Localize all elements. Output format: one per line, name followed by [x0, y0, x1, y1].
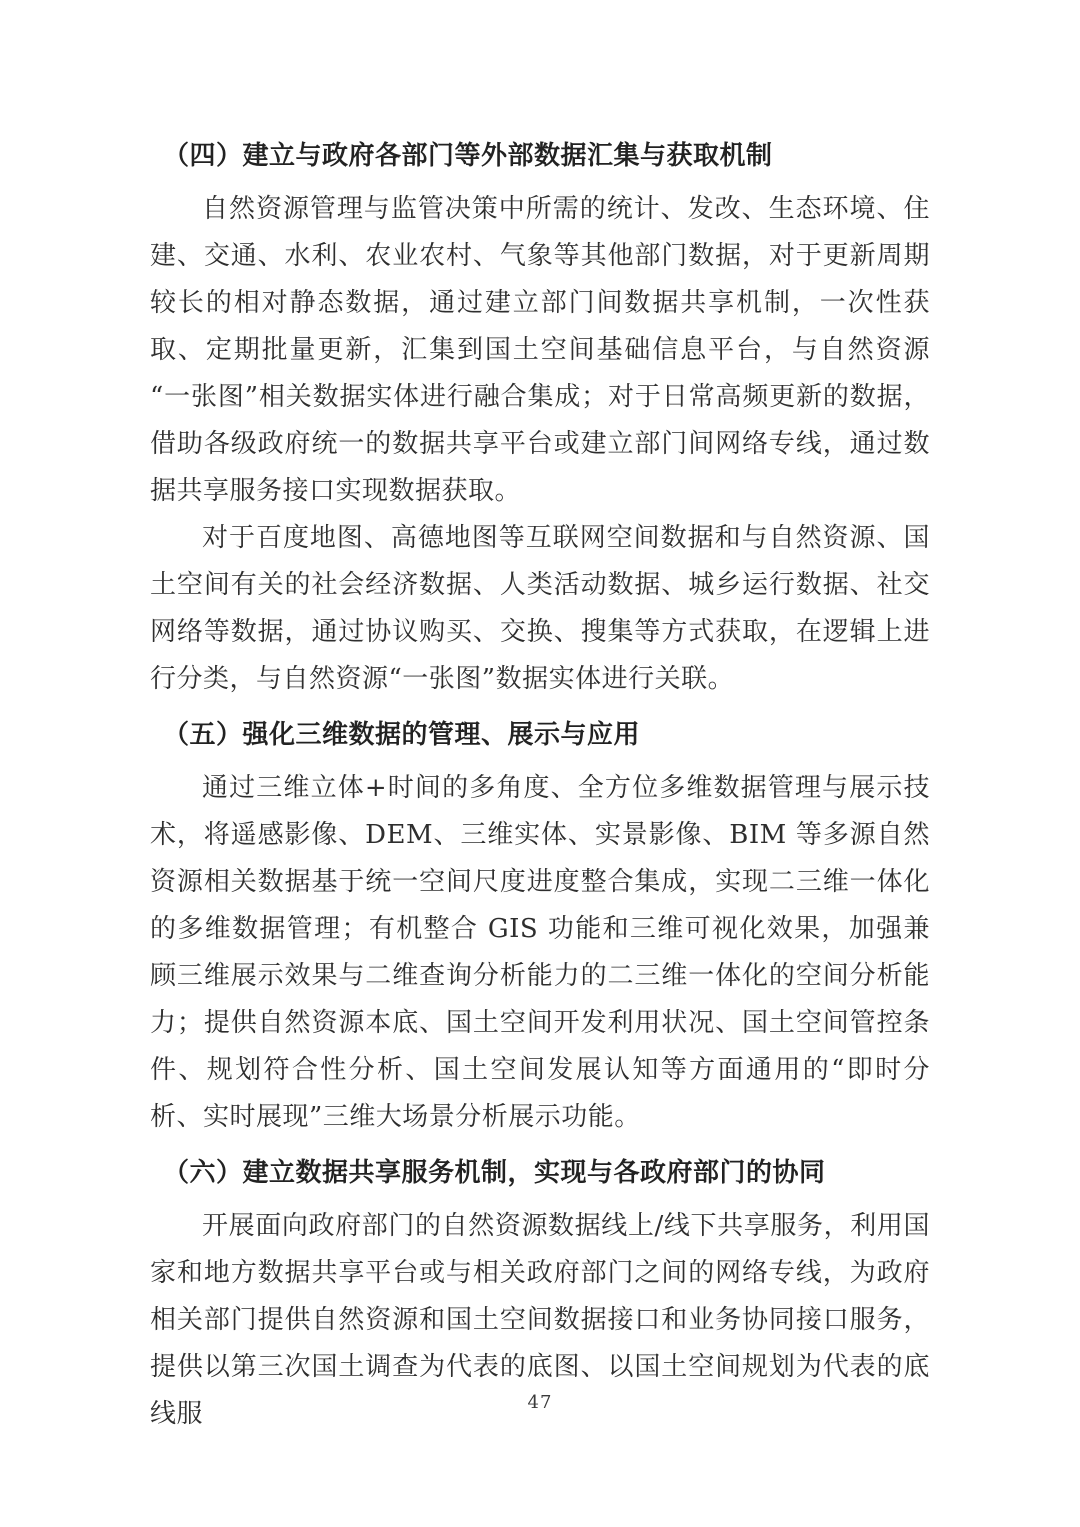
section-4-heading: （四）建立与政府各部门等外部数据汇集与获取机制 — [163, 141, 773, 171]
section-5-paragraph-1: 通过三维立体+时间的多角度、全方位多维数据管理与展示技术，将遥感影像、DEM、三维实体、实景影像、BIM 等多源自然资源相关数据基于统一空间尺度进度整合集成，实现二三维一体化的多维数据管理；有机整合 GIS 功能和三维可视化效果，加强兼顾三维展示效果与二维查询分析能力的二三维一体化的空间分析能力；提供自然资源本底、国土空间开发利用状况、国土空间管控条件、规划符合性分析、国土空间发展认知等方面通用的“即时分析、实时展现”三维大场景分析展示功能。 — [150, 773, 930, 1132]
section-4-paragraph-1: 自然资源管理与监管决策中所需的统计、发改、生态环境、住建、交通、水利、农业农村、气象等其他部门数据，对于更新周期较长的相对静态数据，通过建立部门间数据共享机制，一次性获取、定期批量更新，汇集到国土空间基础信息平台，与自然资源“一张图”相关数据实体进行融合集成；对于日常高频更新的数据，借助各级政府统一的数据共享平台或建立部门间网络专线，通过数据共享服务接口实现数据获取。 — [150, 194, 930, 506]
section-6-paragraph-1: 开展面向政府部门的自然资源数据线上/线下共享服务，利用国家和地方数据共享平台或与相关政府部门之间的网络专线，为政府相关部门提供自然资源和国土空间数据接口和业务协同接口服务，提供以第三次国土调查为代表的底图、以国土空间规划为代表的底线服 — [150, 1211, 930, 1429]
page-footer — [0, 1392, 1080, 1413]
section-4 — [150, 138, 930, 703]
section-4-paragraph-2: 对于百度地图、高德地图等互联网空间数据和与自然资源、国土空间有关的社会经济数据、人类活动数据、城乡运行数据、社交网络等数据，通过协议购买、交换、搜集等方式获取，在逻辑上进行分类，与自然资源“一张图”数据实体进行关联。 — [150, 523, 930, 694]
section-6-heading: （六）建立数据共享服务机制，实现与各政府部门的协同 — [163, 1158, 826, 1188]
section-5-heading: （五）强化三维数据的管理、展示与应用 — [163, 720, 641, 750]
page-number: 47 — [527, 1392, 553, 1413]
section-5 — [150, 717, 930, 1141]
